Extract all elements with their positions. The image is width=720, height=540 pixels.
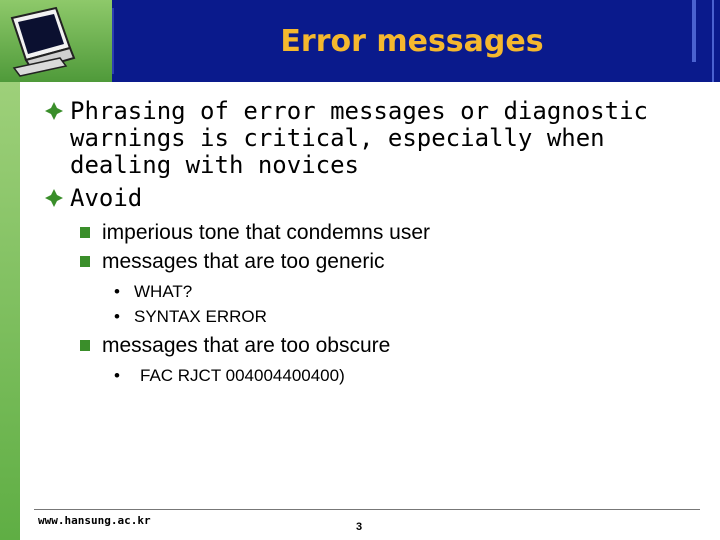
sub-bullet-generic	[42, 251, 702, 273]
list-item-text: WHAT?	[134, 282, 193, 301]
slide-title: Error messages	[280, 24, 544, 59]
bullet-text: Avoid	[70, 184, 143, 212]
dot-bullet-icon: •	[114, 366, 120, 385]
footer-url: www.hansung.ac.kr	[38, 514, 151, 527]
sub-bullet-text: messages that are too obscure	[102, 334, 391, 357]
bullet-phrasing	[42, 98, 702, 179]
green-square-bullet-icon	[80, 340, 90, 351]
list-item	[42, 281, 702, 302]
left-accent-bar	[0, 82, 20, 540]
header-divider-right	[712, 0, 714, 82]
list-item-text: SYNTAX ERROR	[134, 307, 267, 326]
dot-bullet-icon: •	[114, 282, 120, 301]
sub-bullet-text: messages that are too generic	[102, 250, 385, 273]
computer-monitor-logo-icon	[4, 4, 78, 78]
footer-divider	[34, 509, 700, 510]
dot-bullet-icon: •	[114, 307, 120, 326]
list-item	[42, 365, 702, 386]
green-square-bullet-icon	[80, 227, 90, 238]
green-diamond-bullet-icon	[44, 188, 64, 208]
bullet-avoid	[42, 185, 702, 212]
green-square-bullet-icon	[80, 256, 90, 267]
bullet-text: Phrasing of error messages or diagnostic warnings is critical, especially when dealing with novices	[70, 97, 648, 179]
sub-bullet-text: imperious tone that condemns user	[102, 221, 431, 244]
sub-bullet-obscure	[42, 335, 702, 357]
slide-body	[42, 98, 702, 386]
list-item	[42, 306, 702, 327]
green-diamond-bullet-icon	[44, 101, 64, 121]
sub-bullet-imperious	[42, 222, 702, 244]
page-number: 3	[356, 521, 363, 533]
list-item-text: FAC RJCT 004004400400)	[140, 366, 345, 385]
